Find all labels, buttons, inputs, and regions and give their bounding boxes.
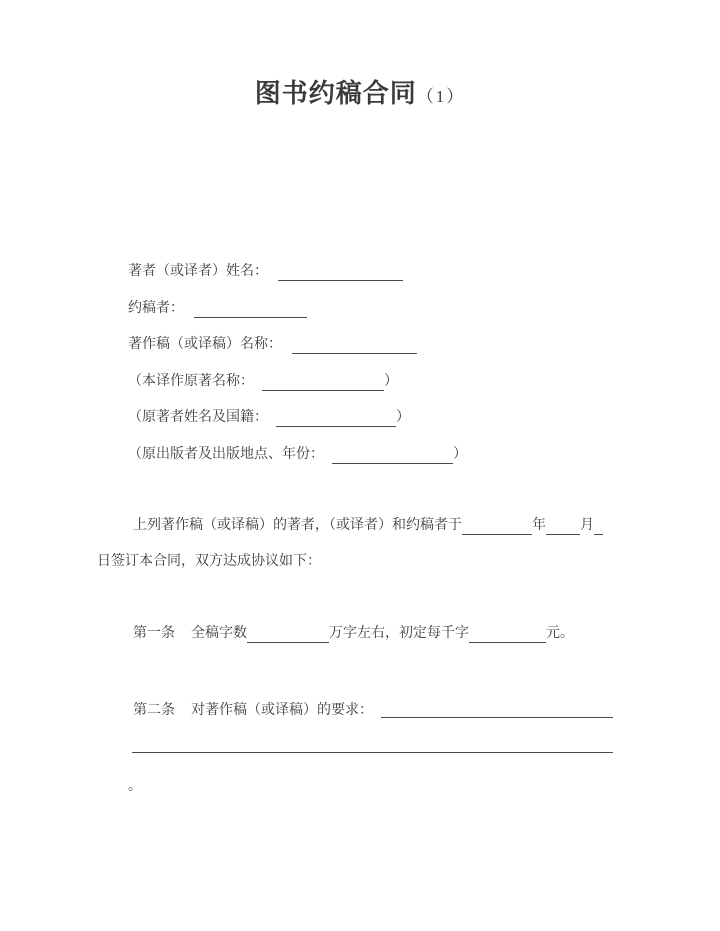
blank-line: [262, 374, 384, 391]
document-title: [0, 78, 720, 113]
article-number: 第二条: [133, 703, 175, 718]
closing-period-glyph: 。: [128, 779, 142, 794]
continuation-blank-line: [132, 752, 613, 753]
article-number: 第一条: [133, 626, 175, 641]
intro-line-1: [133, 516, 603, 535]
month-label: 月: [580, 518, 594, 533]
intro-line-2: [97, 552, 321, 571]
blank-line: [469, 626, 546, 643]
field-label: （原著者姓名及国籍：: [128, 410, 268, 425]
blank-line: [194, 301, 307, 318]
article-text: 对著作稿（或译稿）的要求：: [191, 703, 373, 718]
intro-text: 上列著作稿（或译稿）的著者，（或译者）和约稿者于: [133, 518, 462, 533]
field-close-paren: ）: [384, 374, 398, 389]
field-close-paren: ）: [396, 410, 410, 425]
field-row-author-name: [128, 262, 403, 281]
field-label: 著者（或译者）姓名：: [128, 264, 268, 279]
field-row-original-publisher: [128, 445, 467, 464]
blank-line: [381, 701, 613, 718]
title-text: 图书约稿合同: [254, 79, 417, 108]
closing-period: [128, 777, 142, 796]
article-text: 万字左右，初定每千字: [329, 626, 469, 641]
field-row-commissioner: [128, 299, 307, 318]
blank-line: [247, 626, 329, 643]
article-text: 元。: [546, 626, 574, 641]
field-label: （原出版者及出版地点、年份：: [128, 447, 324, 462]
blank-line: [594, 518, 603, 535]
blank-line: [278, 264, 403, 281]
blank-line: [332, 447, 453, 464]
field-close-paren: ）: [453, 447, 467, 462]
blank-line: [292, 337, 417, 354]
field-label: 著作稿（或译稿）名称：: [128, 337, 282, 352]
article-2-row: [133, 701, 613, 720]
blank-line: [546, 518, 580, 535]
blank-line: [462, 518, 532, 535]
blank-line: [276, 410, 396, 427]
field-label: 约稿者：: [128, 301, 184, 316]
year-label: 年: [532, 518, 546, 533]
field-row-original-author: [128, 408, 410, 427]
field-label: （本译作原著名称：: [128, 374, 254, 389]
field-row-work-title: [128, 335, 417, 354]
article-1-row: [133, 624, 574, 643]
field-row-original-title: [128, 372, 398, 391]
intro-text: 日签订本合同，双方达成协议如下：: [97, 554, 321, 569]
title-number: （1）: [416, 87, 466, 106]
article-text: 全稿字数: [191, 626, 247, 641]
